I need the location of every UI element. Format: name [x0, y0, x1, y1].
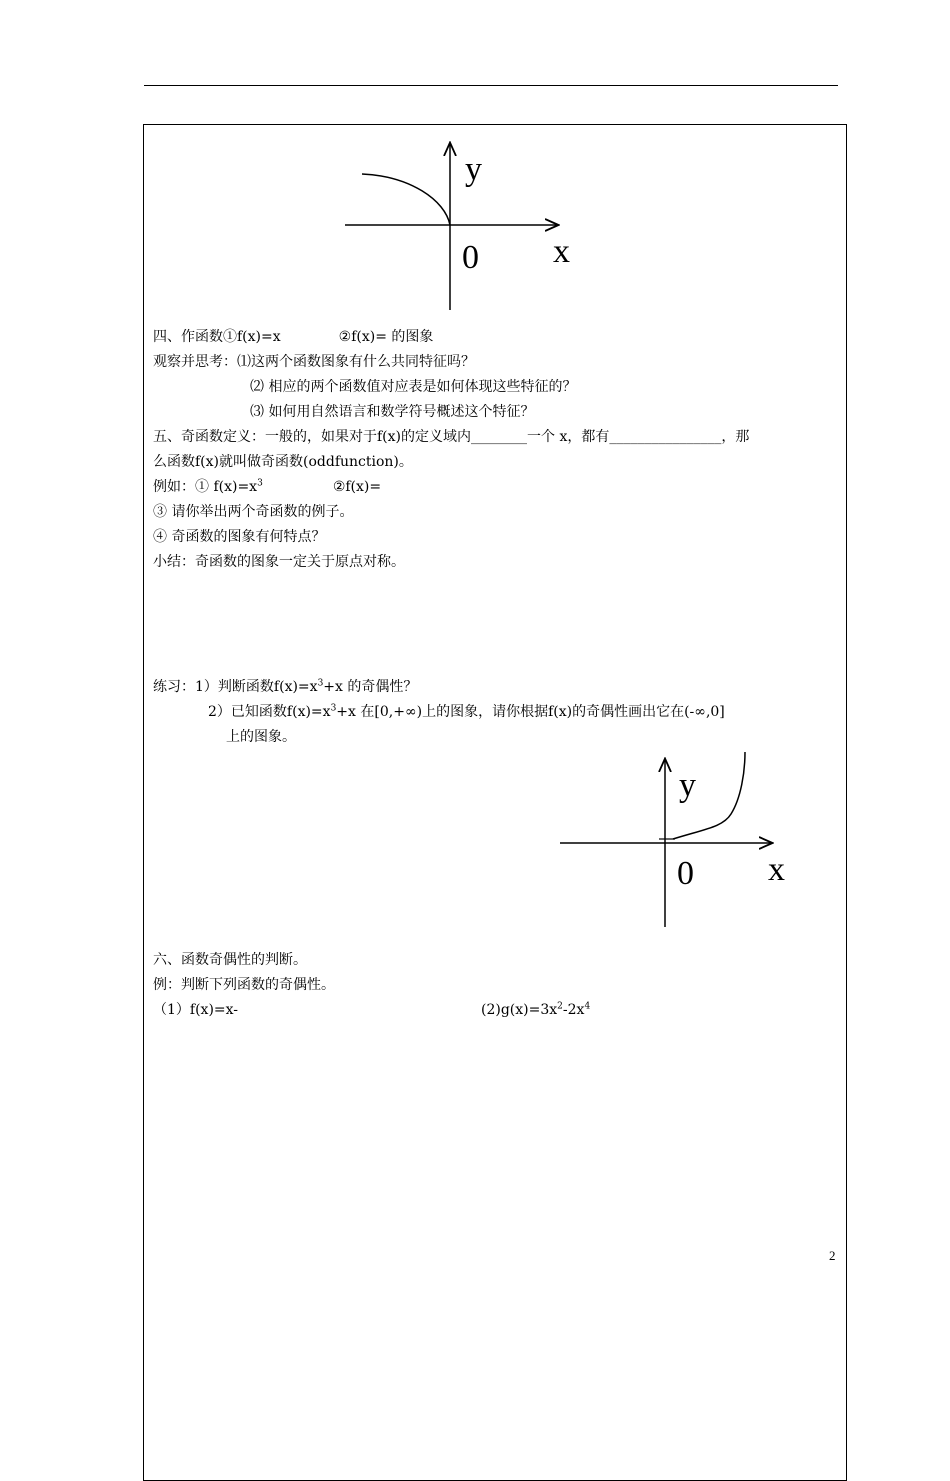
practice-interval: [0,+∞) [374, 704, 423, 720]
section5-text: 一个 [527, 429, 556, 445]
section5-fx: f(x) [377, 429, 402, 445]
section4-f2: ②f(x)= [338, 329, 387, 345]
practice-text: 上的图象，请你根据 [422, 704, 549, 720]
section5-line2 [153, 453, 413, 471]
example-f2: ②f(x)= [332, 479, 382, 495]
header-rule [144, 85, 838, 86]
section5-line1 [153, 428, 749, 446]
practice-text: 的奇偶性画出它在 [572, 704, 685, 720]
practice-fx: f(x)=x [273, 679, 318, 695]
page-number: 2 [829, 1248, 836, 1263]
section6-item2 [481, 1001, 590, 1019]
blank-2: ________________ [609, 429, 722, 445]
example-f1-exp: 3 [257, 478, 263, 489]
section6-item1: （1）f(x)=x- [153, 1002, 239, 1018]
practice-interval: (-∞,0] [684, 704, 725, 720]
item2-exp: 2 [557, 1001, 563, 1012]
section5-text: ，都有 [567, 429, 610, 445]
practice-fx: f(x) [548, 704, 573, 720]
practice-1 [153, 678, 417, 696]
summary: 小结：奇函数的图象一定关于原点对称。 [153, 554, 405, 570]
curve [362, 174, 450, 225]
item2-exp: 4 [584, 1001, 591, 1012]
section5-text: 么函数 [153, 454, 195, 470]
practice-2 [208, 703, 725, 721]
section4-f2-suffix: 的图象 [386, 329, 434, 345]
example-prefix: 例如：① [153, 479, 214, 495]
section4-title: 四、作函数① [153, 329, 237, 345]
practice-text: 2）已知函数 [208, 704, 287, 720]
graph-cubic-right [555, 752, 795, 930]
section5-text: 。 [398, 454, 413, 470]
practice-exp: 3 [330, 703, 337, 714]
section4-f1: f(x)=x [237, 329, 281, 345]
origin-label: 0 [462, 239, 479, 276]
question-4: ④ 奇函数的图象有何特点？ [153, 529, 326, 545]
blank-1: ________ [471, 429, 528, 445]
section4-line [153, 328, 433, 346]
section6-title: 六、函数奇偶性的判断。 [153, 952, 307, 968]
section6-example: 例：判断下列函数的奇偶性。 [153, 977, 335, 993]
origin-label: 0 [677, 855, 694, 892]
y-axis-label: y [465, 151, 482, 188]
practice-exp: 3 [317, 678, 324, 689]
example-line [153, 478, 381, 496]
practice-3: 上的图象。 [226, 729, 296, 745]
item2-text: (2)g(x)=3x [481, 1002, 558, 1018]
item2-text: -2x [562, 1002, 585, 1018]
x-axis-label: x [553, 233, 570, 270]
practice-fx: f(x)=x [286, 704, 331, 720]
section5-text: 的定义域内 [401, 429, 472, 445]
section5-term: (oddfunction) [303, 454, 399, 470]
graph-sqrt-left [340, 140, 580, 312]
example-f1: f(x)=x [213, 479, 258, 495]
section5-text: ，那 [721, 429, 750, 445]
observe-q2: ⑵ 相应的两个函数值对应表是如何体现这些特征的？ [250, 379, 577, 395]
section5-text: 五、奇函数定义：一般的，如果对于 [153, 429, 377, 445]
x-axis-label: x [768, 851, 785, 888]
section5-fx: f(x) [195, 454, 220, 470]
practice-text: 在 [355, 704, 375, 720]
observe-q3: ⑶ 如何用自然语言和数学符号概述这个特征？ [250, 404, 535, 420]
section5-text: 就叫做奇函数 [219, 454, 304, 470]
practice-fx: +x [323, 679, 343, 695]
section5-x: x [559, 429, 568, 445]
observe-intro: 观察并思考：⑴这两个函数图象有什么共同特征吗？ [153, 354, 475, 370]
practice-text: 练习：1）判断函数 [153, 679, 274, 695]
practice-text: 的奇偶性？ [342, 679, 418, 695]
practice-fx: +x [336, 704, 356, 720]
y-axis-label: y [679, 767, 696, 804]
question-3: ③ 请你举出两个奇函数的例子。 [153, 504, 354, 520]
